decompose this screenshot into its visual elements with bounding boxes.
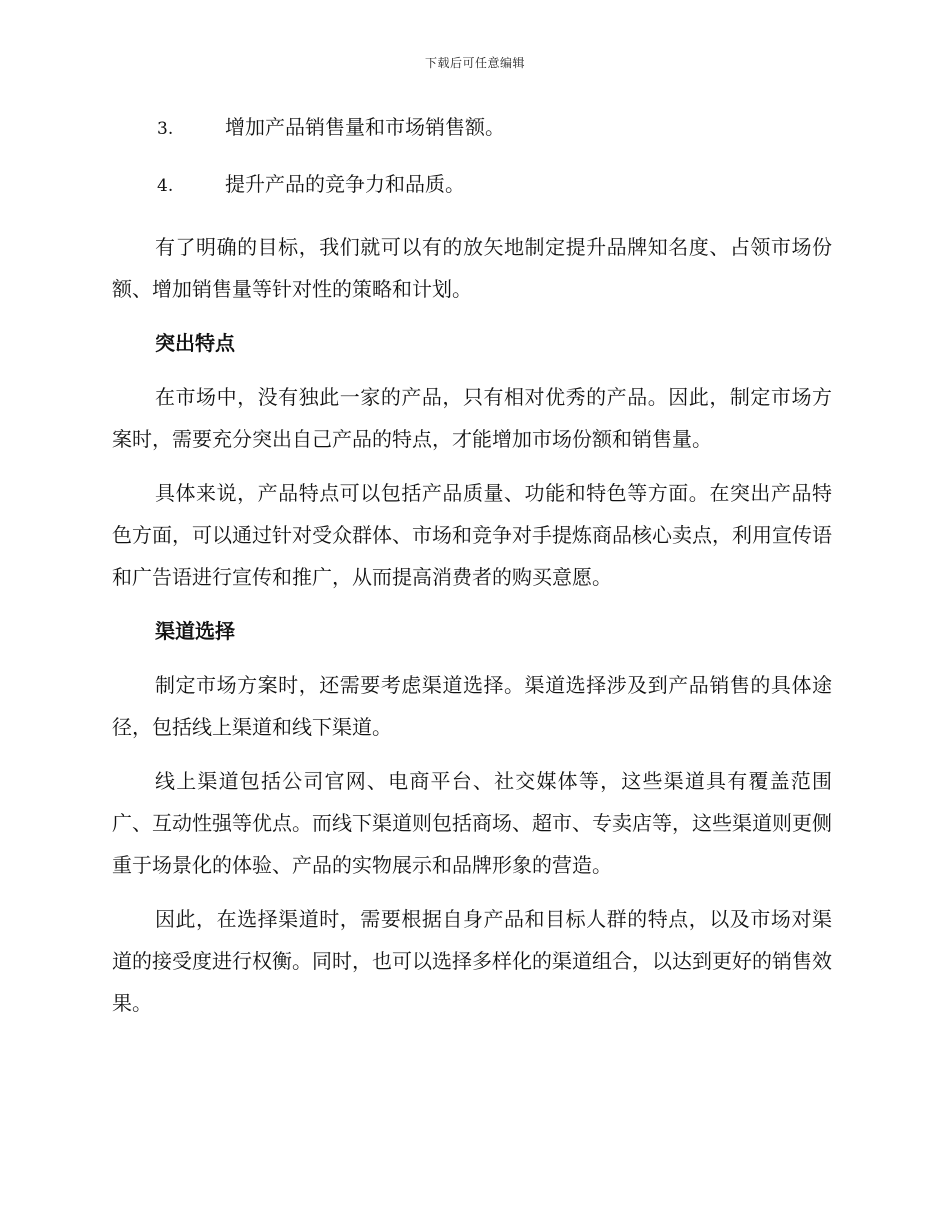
paragraph-channels-intro: 制定市场方案时，还需要考虑渠道选择。渠道选择涉及到产品销售的具体途径，包括线上渠道和线下渠道。 [112, 673, 832, 739]
section-heading-channels: 渠道选择 [155, 619, 235, 643]
paragraph-channels-types: 线上渠道包括公司官网、电商平台、社交媒体等，这些渠道具有覆盖范围广、互动性强等优点。而线下渠道则包括商场、超市、专卖店等，这些渠道则更侧重于场景化的体验、产品的实物展示和品牌形象的营造。 [112, 769, 832, 877]
list-item [112, 112, 832, 144]
paragraph-features-intro: 在市场中，没有独此一家的产品，只有相对优秀的产品。因此，制定市场方案时，需要充分突出自己产品的特点，才能增加市场份额和销售量。 [112, 385, 832, 451]
paragraph-channels-conclusion: 因此，在选择渠道时，需要根据自身产品和目标人群的特点，以及市场对渠道的接受度进行权衡。同时，也可以选择多样化的渠道组合，以达到更好的销售效果。 [112, 907, 832, 1015]
document-body [112, 112, 832, 1036]
list-text: 增加产品销售量和市场销售额。 [225, 115, 505, 139]
section-heading-features: 突出特点 [155, 331, 235, 355]
page-header: 下载后可任意编辑 [424, 56, 525, 70]
list-number: 3. [157, 119, 174, 139]
paragraph-features-detail: 具体来说，产品特点可以包括产品质量、功能和特色等方面。在突出产品特色方面，可以通过针对受众群体、市场和竞争对手提炼商品核心卖点，利用宣传语和广告语进行宣传和推广，从而提高消费者的购买意愿。 [112, 481, 832, 589]
list-item [112, 169, 832, 201]
list-text: 提升产品的竞争力和品质。 [225, 172, 465, 196]
paragraph-goals: 有了明确的目标，我们就可以有的放矢地制定提升品牌知名度、占领市场份额、增加销售量等针对性的策略和计划。 [112, 235, 832, 301]
list-number: 4. [157, 176, 174, 196]
